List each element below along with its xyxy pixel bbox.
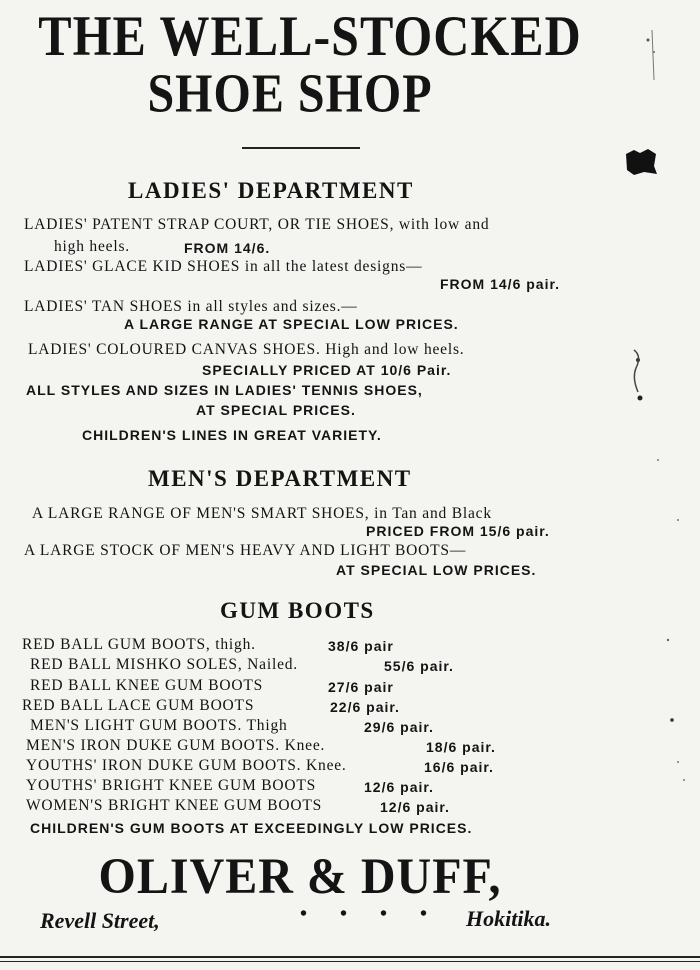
bottom-rule <box>0 956 700 958</box>
margin-specks-icon <box>618 0 700 970</box>
town-name: Hokitika. <box>466 906 551 931</box>
gum-boot-price: 12/6 pair. <box>380 799 450 815</box>
gum-boot-item: WOMEN'S BRIGHT KNEE GUM BOOTS <box>26 797 323 814</box>
gum-boot-item: MEN'S IRON DUKE GUM BOOTS. Knee. <box>26 737 326 754</box>
street-address: Revell Street, <box>40 908 160 933</box>
headline-line-1: THE WELL-STOCKED <box>38 3 582 68</box>
ladies-line: high heels. <box>54 238 130 255</box>
gum-boot-item: YOUTHS' IRON DUKE GUM BOOTS. Knee. <box>26 757 347 774</box>
gum-boot-price: 22/6 pair. <box>330 699 400 715</box>
gum-boot-item: RED BALL KNEE GUM BOOTS <box>30 677 264 694</box>
firm-name: OLIVER & DUFF, <box>98 849 502 905</box>
mens-price: PRICED FROM 15/6 pair. <box>366 523 550 539</box>
mens-line: A LARGE RANGE OF MEN'S SMART SHOES, in Tan and Black <box>32 505 492 522</box>
ladies-line: LADIES' TAN SHOES in all styles and sizes.— <box>24 298 358 315</box>
ladies-price: FROM 14/6. <box>184 240 271 256</box>
ladies-line: LADIES' COLOURED CANVAS SHOES. High and low heels. <box>28 341 465 358</box>
gum-boots-heading: GUM BOOTS <box>220 598 375 623</box>
gum-boot-price: 18/6 pair. <box>426 739 496 755</box>
ladies-price: A LARGE RANGE AT SPECIAL LOW PRICES. <box>124 316 459 332</box>
mens-line: A LARGE STOCK OF MEN'S HEAVY AND LIGHT BOOTS— <box>24 542 467 559</box>
ladies-price: FROM 14/6 pair. <box>440 276 561 292</box>
mens-price: AT SPECIAL LOW PRICES. <box>336 562 537 578</box>
ladies-line: LADIES' PATENT STRAP COURT, OR TIE SHOES, with low and <box>24 216 490 233</box>
gum-boot-item: RED BALL LACE GUM BOOTS <box>22 697 255 714</box>
gum-boot-price: 55/6 pair. <box>384 658 454 674</box>
headline-line-2: SHOE SHOP <box>147 63 433 125</box>
gum-boot-item: YOUTHS' BRIGHT KNEE GUM BOOTS <box>26 777 317 794</box>
decorative-dots: • • • • <box>300 903 442 925</box>
ladies-price: AT SPECIAL PRICES. <box>196 402 356 418</box>
gum-boot-item: RED BALL GUM BOOTS, thigh. <box>22 636 256 653</box>
ladies-line: ALL STYLES AND SIZES IN LADIES' TENNIS SHOES, <box>26 382 423 398</box>
ladies-line: LADIES' GLACE KID SHOES in all the latest designs— <box>24 258 423 275</box>
ladies-price: SPECIALLY PRICED AT 10/6 Pair. <box>202 362 452 378</box>
ladies-department-heading: LADIES' DEPARTMENT <box>128 178 414 203</box>
gum-boot-price: 29/6 pair. <box>364 719 434 735</box>
gum-boot-item: MEN'S LIGHT GUM BOOTS. Thigh <box>30 717 288 734</box>
divider-rule <box>242 147 360 149</box>
gum-boot-price: 16/6 pair. <box>424 759 494 775</box>
bottom-rule-thin <box>0 961 700 962</box>
gum-boot-price: 12/6 pair. <box>364 779 434 795</box>
gum-boot-item: RED BALL MISHKO SOLES, Nailed. <box>30 656 298 673</box>
gum-boots-closing-line: CHILDREN'S GUM BOOTS AT EXCEEDINGLY LOW PRICES. <box>30 820 473 836</box>
gum-boot-price: 27/6 pair <box>328 679 394 695</box>
mens-department-heading: MEN'S DEPARTMENT <box>148 466 412 491</box>
ladies-line: CHILDREN'S LINES IN GREAT VARIETY. <box>82 427 382 443</box>
gum-boot-price: 38/6 pair <box>328 638 394 654</box>
